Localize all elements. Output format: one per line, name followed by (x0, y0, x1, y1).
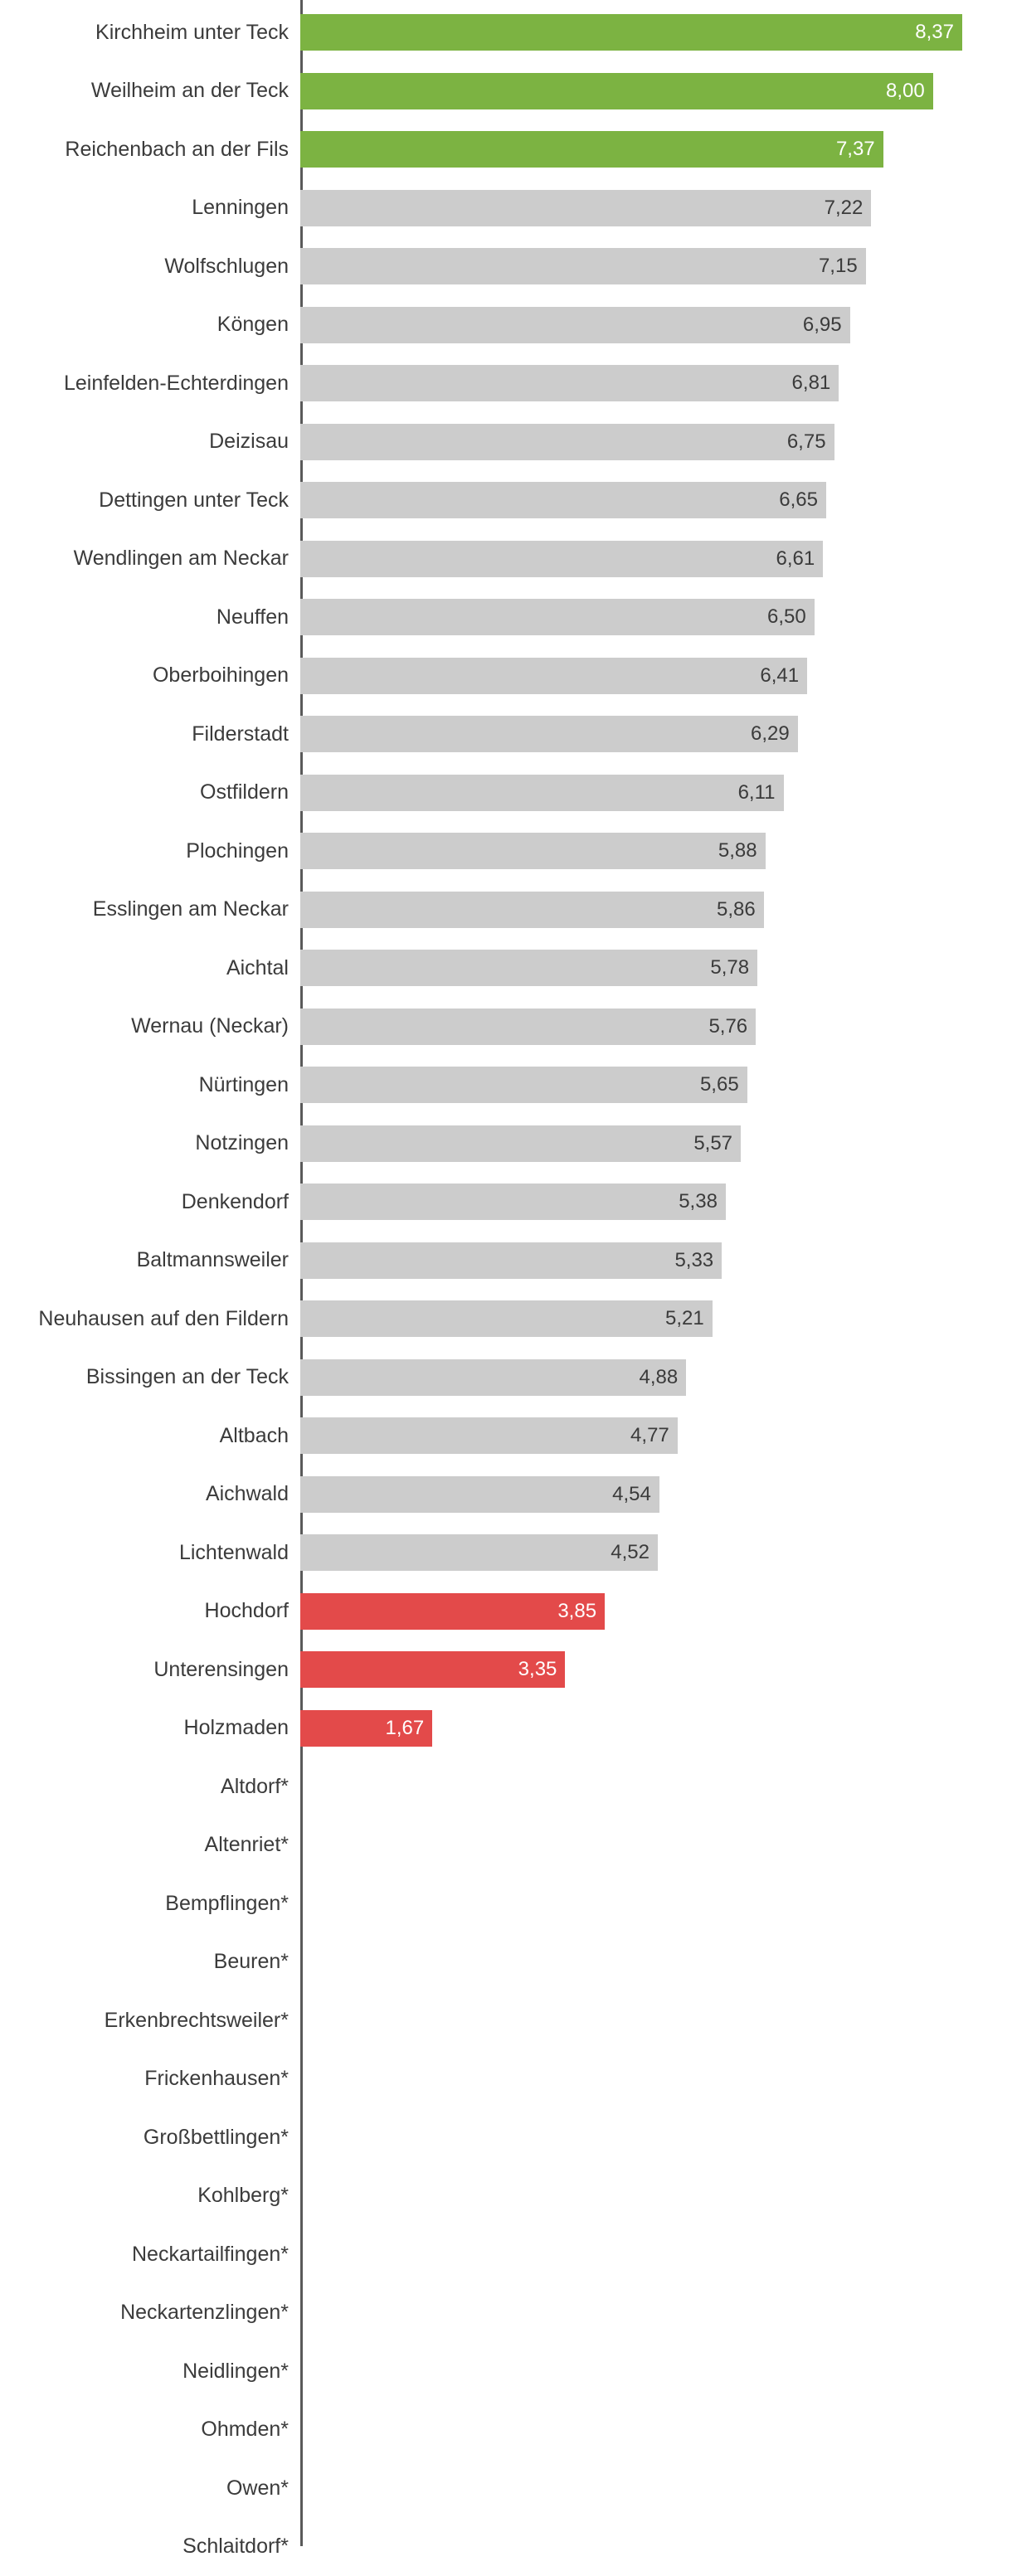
chart-row (0, 1874, 1012, 1933)
bar-value-label: 6,81 (792, 373, 831, 393)
chart-row (0, 1056, 1012, 1115)
bar-value-label: 6,11 (738, 783, 776, 803)
bar-track (300, 822, 1012, 881)
bar (300, 1300, 713, 1337)
bar (300, 658, 807, 694)
bar-value-label: 6,29 (751, 724, 790, 744)
bar-track (300, 1115, 1012, 1174)
chart-row (0, 237, 1012, 296)
category-label: Kirchheim unter Teck (0, 22, 300, 45)
bar (300, 131, 883, 168)
category-label: Leinfelden-Echterdingen (0, 372, 300, 396)
bar-track (300, 998, 1012, 1057)
bar-track (300, 881, 1012, 940)
bar-track (300, 1524, 1012, 1582)
bar-value-label: 5,57 (693, 1134, 732, 1154)
bar-value-label: 5,88 (718, 841, 757, 861)
bar (300, 1359, 686, 1396)
chart-row (0, 2518, 1012, 2576)
chart-row (0, 881, 1012, 940)
chart-row (0, 1407, 1012, 1465)
chart-row (0, 1465, 1012, 1524)
category-label: Dettingen unter Teck (0, 489, 300, 513)
chart-row (0, 705, 1012, 764)
bar-track (300, 354, 1012, 413)
bar-track (300, 1582, 1012, 1641)
bar (300, 1242, 722, 1279)
bar-track (300, 1640, 1012, 1699)
category-label: Frickenhausen* (0, 2068, 300, 2091)
chart-row (0, 647, 1012, 706)
chart-row (0, 1115, 1012, 1174)
bar (300, 1009, 756, 1045)
bar-value-label: 7,37 (836, 139, 875, 159)
category-label: Reichenbach an der Fils (0, 139, 300, 162)
bar-value-label: 5,33 (674, 1251, 713, 1271)
chart-row (0, 2401, 1012, 2460)
bar-track (300, 530, 1012, 589)
chart-row (0, 1991, 1012, 2050)
bar-track (300, 1757, 1012, 1816)
bar-track (300, 2342, 1012, 2401)
bar (300, 14, 962, 51)
bar (300, 1067, 747, 1103)
chart-row (0, 1757, 1012, 1816)
bar-track (300, 1056, 1012, 1115)
chart-row (0, 1524, 1012, 1582)
bar-track (300, 764, 1012, 823)
category-label: Baltmannsweiler (0, 1249, 300, 1272)
chart-row (0, 1349, 1012, 1407)
category-label: Aichwald (0, 1483, 300, 1506)
chart-row (0, 179, 1012, 238)
bar-track (300, 1290, 1012, 1349)
category-label: Bissingen an der Teck (0, 1366, 300, 1389)
chart-row (0, 1933, 1012, 1992)
chart-row (0, 1290, 1012, 1349)
category-label: Wendlingen am Neckar (0, 547, 300, 571)
category-label: Owen* (0, 2477, 300, 2501)
bar (300, 482, 826, 518)
bar-value-label: 4,88 (640, 1368, 679, 1388)
chart-row (0, 1816, 1012, 1875)
bar (300, 1125, 741, 1162)
bar-value-label: 3,85 (557, 1601, 596, 1621)
bar-track (300, 1874, 1012, 1933)
bar (300, 892, 764, 928)
bar-value-label: 5,38 (679, 1192, 718, 1212)
bar-track (300, 2284, 1012, 2343)
bar (300, 73, 933, 109)
chart-row (0, 1173, 1012, 1232)
bar-value-label: 6,95 (803, 315, 842, 335)
bar (300, 307, 850, 343)
category-label: Aichtal (0, 957, 300, 980)
bar-track (300, 2518, 1012, 2576)
bar-track (300, 2459, 1012, 2518)
chart-row (0, 998, 1012, 1057)
category-label: Altbach (0, 1425, 300, 1448)
category-label: Neckartenzlingen* (0, 2301, 300, 2325)
category-label: Lichtenwald (0, 1542, 300, 1565)
bar-value-label: 8,00 (886, 81, 925, 101)
chart-row (0, 588, 1012, 647)
bar-track (300, 588, 1012, 647)
chart-row (0, 1699, 1012, 1758)
bar (300, 365, 839, 401)
chart-row (0, 120, 1012, 179)
bar-value-label: 6,41 (760, 666, 799, 686)
bar-value-label: 5,21 (665, 1309, 704, 1329)
chart-row (0, 3, 1012, 62)
bar-value-label: 7,15 (819, 256, 858, 276)
bar-value-label: 5,65 (700, 1075, 739, 1095)
chart-row (0, 530, 1012, 589)
chart-row (0, 1232, 1012, 1290)
bar (300, 1476, 659, 1513)
chart-row (0, 2342, 1012, 2401)
bar-track (300, 1699, 1012, 1758)
category-label: Neckartailfingen* (0, 2243, 300, 2267)
bar-track (300, 1349, 1012, 1407)
chart-row (0, 764, 1012, 823)
bar-value-label: 3,35 (518, 1660, 557, 1679)
bar-value-label: 6,50 (767, 607, 806, 627)
category-label: Plochingen (0, 840, 300, 863)
category-label: Weilheim an der Teck (0, 80, 300, 103)
chart-row (0, 413, 1012, 472)
category-label: Erkenbrechtsweiler* (0, 2010, 300, 2033)
chart-row (0, 2225, 1012, 2284)
bar-value-label: 5,78 (710, 958, 749, 978)
bar-value-label: 7,22 (825, 198, 864, 218)
bar (300, 950, 757, 986)
bar-track (300, 2225, 1012, 2284)
bar-track (300, 2108, 1012, 2167)
bar-track (300, 2167, 1012, 2226)
bar-track (300, 237, 1012, 296)
bar (300, 1651, 565, 1688)
category-label: Neidlingen* (0, 2360, 300, 2384)
chart-row (0, 822, 1012, 881)
chart-row (0, 62, 1012, 121)
bar-value-label: 5,86 (717, 900, 756, 920)
category-label: Neuffen (0, 606, 300, 629)
chart-row (0, 1582, 1012, 1641)
bar (300, 716, 798, 752)
category-label: Nürtingen (0, 1074, 300, 1097)
bar (300, 190, 871, 226)
category-label: Lenningen (0, 197, 300, 220)
category-label: Altdorf* (0, 1776, 300, 1799)
category-label: Großbettlingen* (0, 2126, 300, 2150)
category-label: Filderstadt (0, 723, 300, 746)
chart-row (0, 939, 1012, 998)
bar-value-label: 6,75 (787, 432, 826, 452)
bar-value-label: 6,61 (776, 549, 815, 569)
bar-track (300, 179, 1012, 238)
bar (300, 1534, 658, 1571)
category-label: Esslingen am Neckar (0, 898, 300, 921)
bar-value-label: 5,76 (708, 1017, 747, 1037)
bar (300, 1593, 605, 1630)
category-label: Hochdorf (0, 1600, 300, 1623)
category-label: Unterensingen (0, 1659, 300, 1682)
chart-row (0, 354, 1012, 413)
bar-track (300, 705, 1012, 764)
chart-row (0, 2459, 1012, 2518)
category-label: Köngen (0, 313, 300, 337)
bar-track (300, 1816, 1012, 1875)
category-label: Oberboihingen (0, 664, 300, 688)
category-label: Wernau (Neckar) (0, 1015, 300, 1038)
category-label: Beuren* (0, 1951, 300, 1974)
bar-track (300, 1173, 1012, 1232)
bar-track (300, 2050, 1012, 2109)
bar-value-label: 8,37 (915, 22, 954, 42)
chart-row (0, 2108, 1012, 2167)
bar (300, 599, 815, 635)
bar-value-label: 4,52 (611, 1543, 650, 1563)
bar-track (300, 1991, 1012, 2050)
bar-track (300, 413, 1012, 472)
category-label: Denkendorf (0, 1191, 300, 1214)
bar-value-label: 6,65 (779, 490, 818, 510)
bar-track (300, 939, 1012, 998)
bar-track (300, 2401, 1012, 2460)
bar (300, 541, 823, 577)
chart-row (0, 296, 1012, 355)
category-label: Deizisau (0, 430, 300, 454)
category-label: Bempflingen* (0, 1893, 300, 1916)
bar-track (300, 3, 1012, 62)
chart-row (0, 2167, 1012, 2226)
category-label: Neuhausen auf den Fildern (0, 1308, 300, 1331)
category-label: Ostfildern (0, 781, 300, 804)
category-label: Wolfschlugen (0, 255, 300, 279)
bar-track (300, 471, 1012, 530)
category-label: Holzmaden (0, 1717, 300, 1740)
bar-track (300, 647, 1012, 706)
bar-value-label: 4,77 (630, 1426, 669, 1446)
category-label: Altenriet* (0, 1834, 300, 1857)
chart-row (0, 2050, 1012, 2109)
bar-track (300, 120, 1012, 179)
bar (300, 248, 866, 284)
category-label: Notzingen (0, 1132, 300, 1155)
bar-track (300, 1465, 1012, 1524)
bar-track (300, 1407, 1012, 1465)
category-label: Ohmden* (0, 2418, 300, 2442)
bar-value-label: 4,54 (612, 1485, 651, 1504)
bar (300, 1417, 678, 1454)
bar (300, 1184, 726, 1220)
bar-track (300, 62, 1012, 121)
chart-row (0, 471, 1012, 530)
bar (300, 833, 766, 869)
chart-rows (0, 3, 1012, 2576)
bar (300, 1710, 432, 1747)
chart-row (0, 2284, 1012, 2343)
bar-track (300, 1232, 1012, 1290)
category-label: Schlaitdorf* (0, 2535, 300, 2559)
chart-row (0, 1640, 1012, 1699)
bar-value-label: 1,67 (385, 1718, 424, 1738)
bar (300, 775, 784, 811)
bar-track (300, 296, 1012, 355)
bar (300, 424, 834, 460)
bar-track (300, 1933, 1012, 1992)
category-label: Kohlberg* (0, 2185, 300, 2208)
